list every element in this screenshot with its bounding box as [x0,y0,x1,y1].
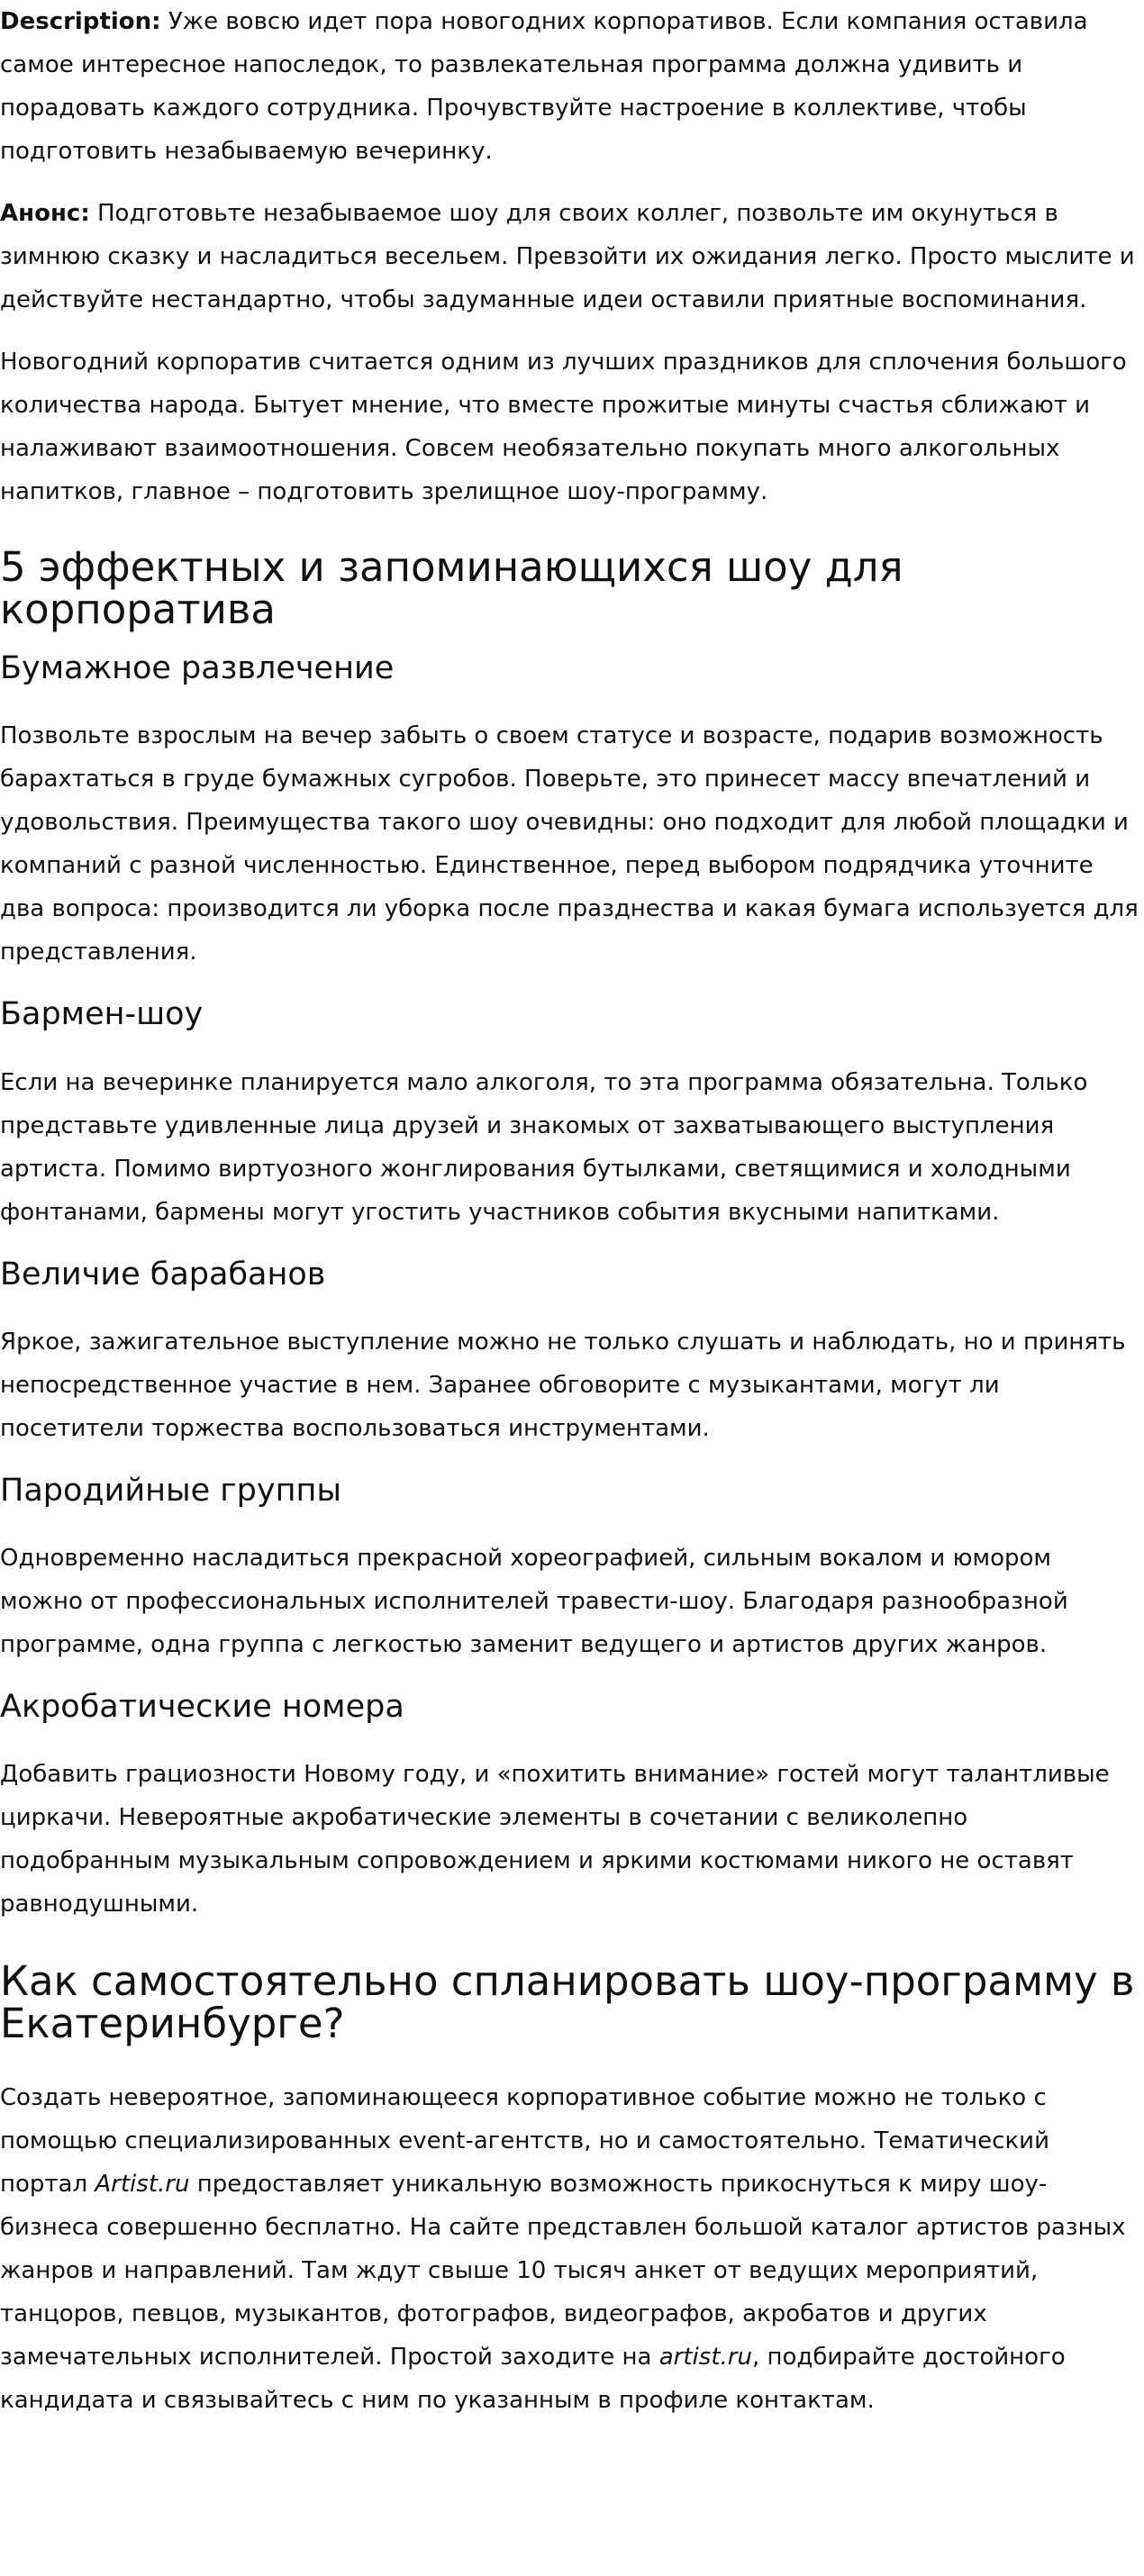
section-heading-shows: 5 эффектных и запоминающихся шоу для корпоратива [0,543,903,633]
planning-text-2: предоставляет уникальную возможность прикоснуться к миру шоу-бизнеса совершенно бесплатно. На сайте представлен большой каталог артистов разных жанров и направлений. Там ждут свыше 10 тысяч анкет от ведущих мероприятий, танцоров, певцов, музыкантов, фотографов, видеографов, акробатов и других замечательных исполнителей. Простой заходите на [0,2171,1126,2371]
subheading-drums-show: Величие барабанов [0,1256,326,1293]
description-label: Description: [0,8,161,35]
barman-show-text: Если на вечеринке планируется мало алкоголя, то эта программа обязательна. Только представьте удивленные лица друзей и знакомых от захватывающего выступления артиста. Помимо виртуозного жонглирования бутылками, светящимися и холодными фонтанами, бармены могут угостить участников события вкусными напитками. [0,1069,1088,1226]
description-text: Уже вовсю идет пора новогодних корпоративов. Если компания оставила самое интересное напоследок, то развлекательная программа должна удивить и порадовать каждого сотрудника. Прочувствуйте настроение в коллективе, чтобы подготовить незабываемую вечеринку. [0,8,1088,165]
planning-text-3: , подбирайте достойного кандидата и связывайтесь с ним по указанным в профиле контактам. [0,2344,1066,2414]
description-paragraph [0,0,1139,173]
acrobatics-text: Добавить грациозности Новому году, и «похитить внимание» гостей могут талантливые циркачи. Невероятные акробатические элементы в сочетании с великолепно подобранным музыкальным сопровождением и яркими костюмами никого не оставят равнодушными. [0,1761,1110,1918]
parody-groups-text: Одновременно насладиться прекрасной хореографией, сильным вокалом и юмором можно от профессиональных исполнителей травести-шоу. Благодаря разнообразной программе, одна группа с легкостью заменит ведущего и артистов других жанров. [0,1545,1068,1658]
site-name-artist-lower: artist.ru [658,2344,752,2371]
site-name-artist: Artist.ru [95,2171,190,2198]
paper-show-text: Позвольте взрослым на вечер забыть о своем статусе и возрасте, подарив возможность барахтаться в груде бумажных сугробов. Поверьте, это принесет массу впечатлений и удовольствия. Преимущества такого шоу очевидны: оно подходит для любой площадки и компаний с разной численностью. Единственное, перед выбором подрядчика уточните два вопроса: производится ли уборка после празднества и какая бумага используется для представления. [0,722,1139,966]
announce-label: Анонс: [0,200,90,227]
subheading-barman-show: Бармен-шоу [0,996,204,1032]
subheading-acrobatics: Акробатические номера [0,1689,404,1725]
subheading-parody-groups: Пародийные группы [0,1473,341,1509]
drums-show-text: Яркое, зажигательное выступление можно не только слушать и наблюдать, но и принять непосредственное участие в нем. Заранее обговорите с музыкантами, могут ли посетители торжества воспользоваться инструментами. [0,1329,1126,1442]
planning-text-1: Создать невероятное, запоминающееся корпоративное событие можно не только с помощью специализированных event-агентств, но и самостоятельно. Тематический портал [0,2084,1049,2198]
section-heading-planning: Как самостоятельно спланировать шоу-программу в Екатеринбурге? [0,1957,1135,2047]
subheading-paper-show: Бумажное развлечение [0,650,395,686]
planning-paragraph [0,2076,1139,2422]
announce-text: Подготовьте незабываемое шоу для своих коллег, позвольте им окунуться в зимнюю сказку и насладиться весельем. Превзойти их ожидания легко. Просто мыслите и действуйте нестандартно, чтобы задуманные идеи оставили приятные воспоминания. [0,200,1135,313]
announce-paragraph [0,192,1139,322]
intro-paragraph: Новогодний корпоратив считается одним из лучших праздников для сплочения большого количества народа. Бытует мнение, что вместе прожитые минуты счастья сближают и налаживают взаимоотношения. Совсем необязательно покупать много алкогольных напитков, главное – подготовить зрелищное шоу-программу. [0,349,1127,505]
